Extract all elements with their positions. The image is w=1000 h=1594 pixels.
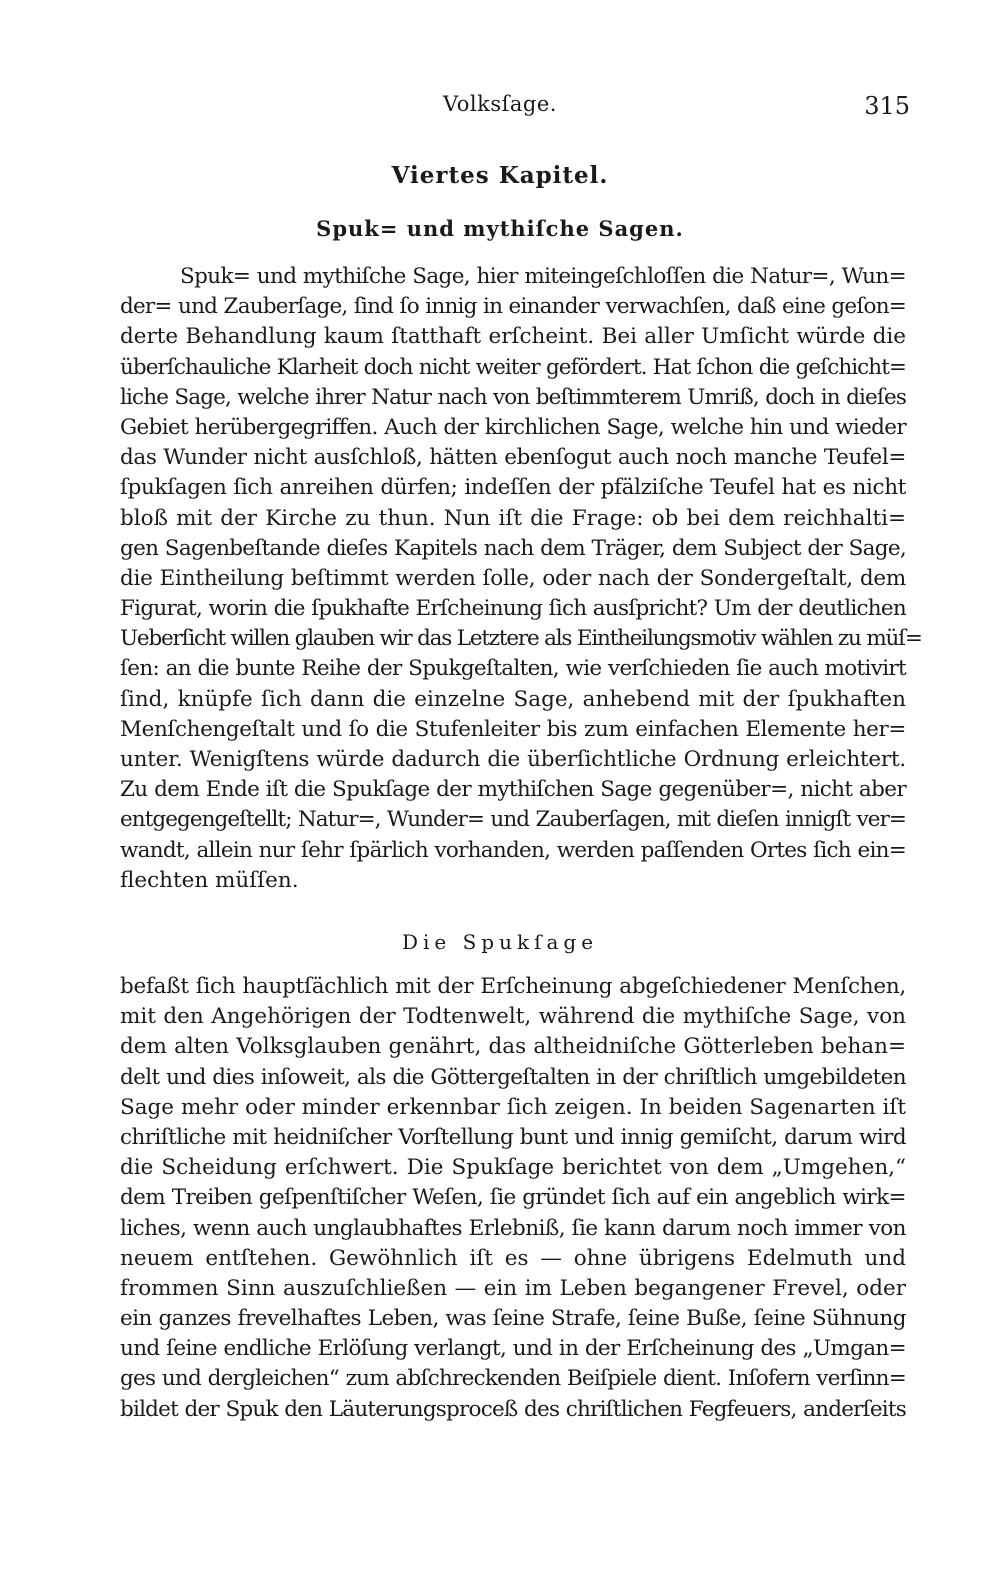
- text-line: neuem entſtehen. Gewöhnlich iſt es — ohne übrigens Edelmuth und: [120, 1245, 906, 1271]
- text-line: derte Behandlung kaum ſtatthaft erſcheint. Bei aller Umſicht würde die: [120, 324, 906, 350]
- text-line: überſchauliche Klarheit doch nicht weiter gefördert. Hat ſchon die geſchicht=: [120, 354, 906, 380]
- text-line: chriſtliche mit heidniſcher Vorſtellung bunt und innig gemiſcht, darum wird: [120, 1124, 906, 1150]
- text-line: Menſchengeſtalt und ſo die Stufenleiter bis zum einfachen Elemente her=: [120, 716, 906, 742]
- text-line: liche Sage, welche ihrer Natur nach von beſtimmterem Umriß, doch in dieſes: [120, 384, 906, 410]
- text-line: frommen Sinn auszuſchließen — ein im Leben begangener Frevel, oder: [120, 1275, 906, 1301]
- text-line: gen Sagenbeſtande dieſes Kapitels nach dem Träger, dem Subject der Sage,: [120, 535, 906, 561]
- text-line: Sage mehr oder minder erkennbar ſich zeigen. In beiden Sagenarten iſt: [120, 1094, 906, 1120]
- text-line: wandt, allein nur ſehr ſpärlich vorhanden, werden paſſenden Ortes ſich ein=: [120, 837, 906, 863]
- text-line: ges und dergleichen“ zum abſchreckenden Beiſpiele dient. Inſofern verſinn=: [120, 1366, 906, 1392]
- text-line: delt und dies inſoweit, als die Göttergeſtalten in der chriſtlich umgebildeten: [120, 1064, 906, 1090]
- text-line: die Scheidung erſchwert. Die Spukſage berichtet von dem „Umgehen,“: [120, 1155, 906, 1181]
- text-line: flechten müſſen.: [120, 867, 299, 893]
- subheading: Die Spukſage: [401, 930, 599, 954]
- text-line: bildet der Spuk den Läuterungsproceß des chriſtlichen Fegfeuers, anderſeits: [120, 1396, 906, 1422]
- text-line: entgegengeſtellt; Natur=, Wunder= und Zauberſagen, mit dieſen innigſt ver=: [120, 807, 906, 833]
- text-line: unter. Wenigſtens würde dadurch die überſichtliche Ordnung erleichtert.: [120, 747, 906, 772]
- text-line: bloß mit der Kirche zu thun. Nun iſt die Frage: ob bei dem reichhalti=: [120, 505, 906, 531]
- text-line: ſind, knüpfe ſich dann die einzelne Sage, anhebend mit der ſpukhaften: [120, 686, 906, 712]
- section-title: Spuk= und mythiſche Sagen.: [316, 216, 684, 241]
- text-line: Gebiet herübergegriffen. Auch der kirchlichen Sage, welche hin und wieder: [120, 414, 906, 440]
- running-head: Volksſage.: [443, 92, 557, 116]
- text-line: und ſeine endliche Erlöſung verlangt, und in der Erſcheinung des „Umgan=: [120, 1336, 906, 1362]
- page-number: 315: [864, 92, 910, 120]
- text-line: ſen: an die bunte Reihe der Spukgeſtalten, wie verſchieden ſie auch motivirt: [120, 656, 906, 682]
- text-line: ſpukſagen ſich anreihen dürfen; indeſſen der pfälziſche Teufel hat es nicht: [120, 475, 906, 501]
- text-line: mit den Angehörigen der Todtenwelt, während die mythiſche Sage, von: [120, 1004, 906, 1030]
- text-line: befaßt ſich hauptſächlich mit der Erſcheinung abgeſchiedener Menſchen,: [120, 974, 906, 999]
- text-line: dem alten Volksglauben genährt, das altheidniſche Götterleben behan=: [120, 1034, 906, 1060]
- text-line: Figurat, worin die ſpukhafte Erſcheinung ſich ausſpricht? Um der deutlichen: [120, 596, 906, 622]
- text-line: dem Treiben geſpenſtiſcher Weſen, ſie gründet ſich auf ein angeblich wirk=: [120, 1185, 906, 1211]
- text-line: die Eintheilung beſtimmt werden ſolle, oder nach der Sondergeſtalt, dem: [120, 565, 906, 591]
- chapter-title: Viertes Kapitel.: [391, 162, 609, 189]
- text-line: Ueberſicht willen glauben wir das Letztere als Eintheilungsmotiv wählen zu müſ=: [120, 626, 922, 652]
- paragraph-intro: [120, 262, 922, 896]
- text-line: der= und Zauberſage, ſind ſo innig in einander verwachſen, daß eine geſon=: [120, 294, 906, 320]
- text-line: liches, wenn auch unglaubhaftes Erlebniß, ſie kann darum noch immer von: [120, 1215, 906, 1241]
- text-line: Spuk= und mythiſche Sage, hier miteingeſchloſſen die Natur=, Wun=: [180, 264, 906, 289]
- text-line: Zu dem Ende iſt die Spukſage der mythiſchen Sage gegenüber=, nicht aber: [120, 777, 906, 803]
- paragraph-spuksage: [120, 972, 906, 1425]
- text-line: ein ganzes frevelhaftes Leben, was ſeine Strafe, ſeine Buße, ſeine Sühnung: [120, 1306, 906, 1332]
- text-line: das Wunder nicht ausſchloß, hätten ebenſogut auch noch manche Teufel=: [120, 445, 906, 471]
